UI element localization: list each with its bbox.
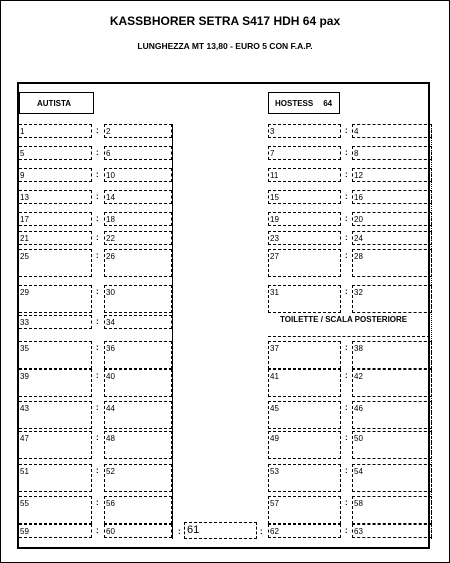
seat-number: 25 <box>20 252 29 261</box>
driver-label: AUTISTA <box>37 98 72 108</box>
seat-number: 21 <box>20 234 29 243</box>
seat-number: 35 <box>20 344 29 353</box>
seat-separator: : <box>96 148 99 157</box>
seat-right-aisle-5[interactable] <box>268 231 341 245</box>
driver-box <box>19 92 94 114</box>
aisle-edge-left <box>172 124 173 539</box>
right-column-edge <box>431 124 432 539</box>
seat-right-window-12[interactable] <box>352 464 432 492</box>
seat-right-window-5[interactable] <box>352 231 432 245</box>
toilet-divider <box>268 336 430 337</box>
seat-separator: : <box>345 498 348 507</box>
rear-colon-left: : <box>178 527 181 536</box>
seat-left-window-15[interactable] <box>19 524 92 538</box>
seat-number: 31 <box>270 288 279 297</box>
seat-number: 62 <box>270 527 279 536</box>
seat-right-window-0[interactable] <box>352 124 432 138</box>
seat-left-aisle-8[interactable] <box>104 315 172 329</box>
seat-separator: : <box>345 251 348 260</box>
seat-left-window-0[interactable] <box>19 124 92 138</box>
seat-left-window-11[interactable] <box>19 401 92 429</box>
seat-number: 39 <box>20 372 29 381</box>
seat-number: 40 <box>106 372 115 381</box>
seat-right-aisle-13[interactable] <box>268 496 341 524</box>
seat-right-window-13[interactable] <box>352 496 432 524</box>
seat-right-aisle-9[interactable] <box>268 369 341 397</box>
seat-number: 32 <box>354 288 363 297</box>
seat-separator: : <box>96 192 99 201</box>
seat-number: 14 <box>106 193 115 202</box>
seat-left-window-13[interactable] <box>19 464 92 492</box>
seat-number: 30 <box>106 288 115 297</box>
seat-left-window-5[interactable] <box>19 231 92 245</box>
seat-separator: : <box>96 526 99 535</box>
seat-left-aisle-5[interactable] <box>104 231 172 245</box>
seat-number: 8 <box>354 149 359 158</box>
seat-number: 45 <box>270 404 279 413</box>
seat-separator: : <box>96 126 99 135</box>
seat-number: 12 <box>354 171 363 180</box>
seat-number: 37 <box>270 344 279 353</box>
seat-separator: : <box>345 126 348 135</box>
seat-number: 28 <box>354 252 363 261</box>
seat-number: 58 <box>354 499 363 508</box>
seat-separator: : <box>96 170 99 179</box>
seat-number: 50 <box>354 434 363 443</box>
seat-number: 36 <box>106 344 115 353</box>
seat-number: 53 <box>270 467 279 476</box>
seat-left-window-2[interactable] <box>19 168 92 182</box>
seat-number: 33 <box>20 318 29 327</box>
seat-number: 54 <box>354 467 363 476</box>
seat-left-window-1[interactable] <box>19 146 92 160</box>
seat-left-window-3[interactable] <box>19 190 92 204</box>
seat-separator: : <box>345 371 348 380</box>
seat-left-aisle-13[interactable] <box>104 464 172 492</box>
seat-left-aisle-15[interactable] <box>104 524 172 538</box>
seat-number: 5 <box>20 149 25 158</box>
seat-number: 23 <box>270 234 279 243</box>
seat-right-aisle-1[interactable] <box>268 146 341 160</box>
seat-right-aisle-12[interactable] <box>268 464 341 492</box>
seat-left-window-14[interactable] <box>19 496 92 524</box>
seat-right-window-6[interactable] <box>352 249 432 277</box>
seat-number: 19 <box>270 215 279 224</box>
seat-separator: : <box>96 343 99 352</box>
seat-left-aisle-14[interactable] <box>104 496 172 524</box>
seat-left-aisle-12[interactable] <box>104 431 172 459</box>
seat-separator: : <box>345 433 348 442</box>
seat-left-window-10[interactable] <box>19 369 92 397</box>
seat-number: 4 <box>354 127 359 136</box>
seat-right-aisle-3[interactable] <box>268 190 341 204</box>
seat-number: 16 <box>354 193 363 202</box>
seat-left-aisle-10[interactable] <box>104 369 172 397</box>
seat-number: 17 <box>20 215 29 224</box>
seat-separator: : <box>96 466 99 475</box>
seat-number: 3 <box>270 127 275 136</box>
hostess-label: HOSTESS <box>275 98 314 108</box>
seat-right-aisle-6[interactable] <box>268 249 341 277</box>
seat-number: 44 <box>106 404 115 413</box>
hostess-box <box>268 92 340 114</box>
seat-number: 41 <box>270 372 279 381</box>
seat-separator: : <box>345 526 348 535</box>
seat-separator: : <box>345 214 348 223</box>
seat-right-window-2[interactable] <box>352 168 432 182</box>
seat-number: 18 <box>106 215 115 224</box>
seat-separator: : <box>345 170 348 179</box>
seat-number: 48 <box>106 434 115 443</box>
seat-number: 61 <box>187 524 200 536</box>
seat-right-aisle-14[interactable] <box>268 524 341 538</box>
seat-separator: : <box>345 287 348 296</box>
seat-left-window-4[interactable] <box>19 212 92 226</box>
seat-separator: : <box>96 251 99 260</box>
seat-separator: : <box>96 371 99 380</box>
seat-left-aisle-7[interactable] <box>104 285 172 313</box>
seat-number: 55 <box>20 499 29 508</box>
seat-number: 47 <box>20 434 29 443</box>
seat-left-aisle-4[interactable] <box>104 212 172 226</box>
hostess-seat-number: 64 <box>323 98 333 108</box>
seat-left-aisle-0[interactable] <box>104 124 172 138</box>
seat-number: 26 <box>106 252 115 261</box>
seat-left-aisle-6[interactable] <box>104 249 172 277</box>
toilet-label: TOILETTE / SCALA POSTERIORE <box>280 315 408 324</box>
seat-number: 27 <box>270 252 279 261</box>
seat-number: 13 <box>20 193 29 202</box>
seat-right-window-1[interactable] <box>352 146 432 160</box>
seat-separator: : <box>96 433 99 442</box>
seat-separator: : <box>96 403 99 412</box>
seat-left-window-12[interactable] <box>19 431 92 459</box>
seat-right-aisle-7[interactable] <box>268 285 341 313</box>
seat-left-aisle-11[interactable] <box>104 401 172 429</box>
seat-number: 7 <box>270 149 275 158</box>
seat-number: 11 <box>270 171 279 180</box>
seat-number: 15 <box>270 193 279 202</box>
seat-right-aisle-10[interactable] <box>268 401 341 429</box>
seat-number: 42 <box>354 372 363 381</box>
seat-number: 9 <box>20 171 25 180</box>
seat-separator: : <box>96 317 99 326</box>
seat-separator: : <box>345 343 348 352</box>
seat-number: 57 <box>270 499 279 508</box>
seat-right-window-14[interactable] <box>352 524 432 538</box>
seat-left-aisle-2[interactable] <box>104 168 172 182</box>
seat-number: 10 <box>106 171 115 180</box>
seat-left-window-6[interactable] <box>19 249 92 277</box>
seat-right-window-7[interactable] <box>352 285 432 313</box>
seat-right-window-9[interactable] <box>352 369 432 397</box>
seat-left-aisle-3[interactable] <box>104 190 172 204</box>
seat-number: 60 <box>106 527 115 536</box>
seat-number: 49 <box>270 434 279 443</box>
seat-separator: : <box>345 148 348 157</box>
seat-number: 63 <box>354 527 363 536</box>
seat-number: 34 <box>106 318 115 327</box>
seat-separator: : <box>345 466 348 475</box>
rear-colon-right: : <box>260 527 263 536</box>
seat-right-window-4[interactable] <box>352 212 432 226</box>
seat-right-window-3[interactable] <box>352 190 432 204</box>
seat-right-aisle-2[interactable] <box>268 168 341 182</box>
seat-right-window-10[interactable] <box>352 401 432 429</box>
seat-left-window-7[interactable] <box>19 285 92 313</box>
page-subtitle: LUNGHEZZA MT 13,80 - EURO 5 CON F.A.P. <box>137 41 313 51</box>
seat-number: 24 <box>354 234 363 243</box>
seat-right-aisle-8[interactable] <box>268 341 341 369</box>
seat-separator: : <box>96 498 99 507</box>
seat-number: 59 <box>20 527 29 536</box>
seat-left-aisle-1[interactable] <box>104 146 172 160</box>
seat-number: 20 <box>354 215 363 224</box>
seat-number: 22 <box>106 234 115 243</box>
page-title: KASSBHORER SETRA S417 HDH 64 pax <box>109 14 341 28</box>
seat-left-window-9[interactable] <box>19 341 92 369</box>
seat-number: 46 <box>354 404 363 413</box>
seat-separator: : <box>96 214 99 223</box>
seat-number: 29 <box>20 288 29 297</box>
seat-number: 56 <box>106 499 115 508</box>
seat-right-aisle-0[interactable] <box>268 124 341 138</box>
seat-left-window-8[interactable] <box>19 315 92 329</box>
seat-number: 1 <box>20 127 25 136</box>
seat-separator: : <box>96 287 99 296</box>
seat-separator: : <box>345 233 348 242</box>
seat-number: 43 <box>20 404 29 413</box>
seat-right-window-11[interactable] <box>352 431 432 459</box>
seat-right-aisle-11[interactable] <box>268 431 341 459</box>
seat-left-aisle-9[interactable] <box>104 341 172 369</box>
seat-separator: : <box>345 192 348 201</box>
seat-number: 2 <box>106 127 111 136</box>
seat-separator: : <box>96 233 99 242</box>
seat-number: 51 <box>20 467 29 476</box>
seat-number: 6 <box>106 149 111 158</box>
seat-number: 52 <box>106 467 115 476</box>
seat-right-aisle-4[interactable] <box>268 212 341 226</box>
seat-61[interactable] <box>184 522 257 539</box>
seat-right-window-8[interactable] <box>352 341 432 369</box>
seat-separator: : <box>345 403 348 412</box>
seat-number: 38 <box>354 344 363 353</box>
